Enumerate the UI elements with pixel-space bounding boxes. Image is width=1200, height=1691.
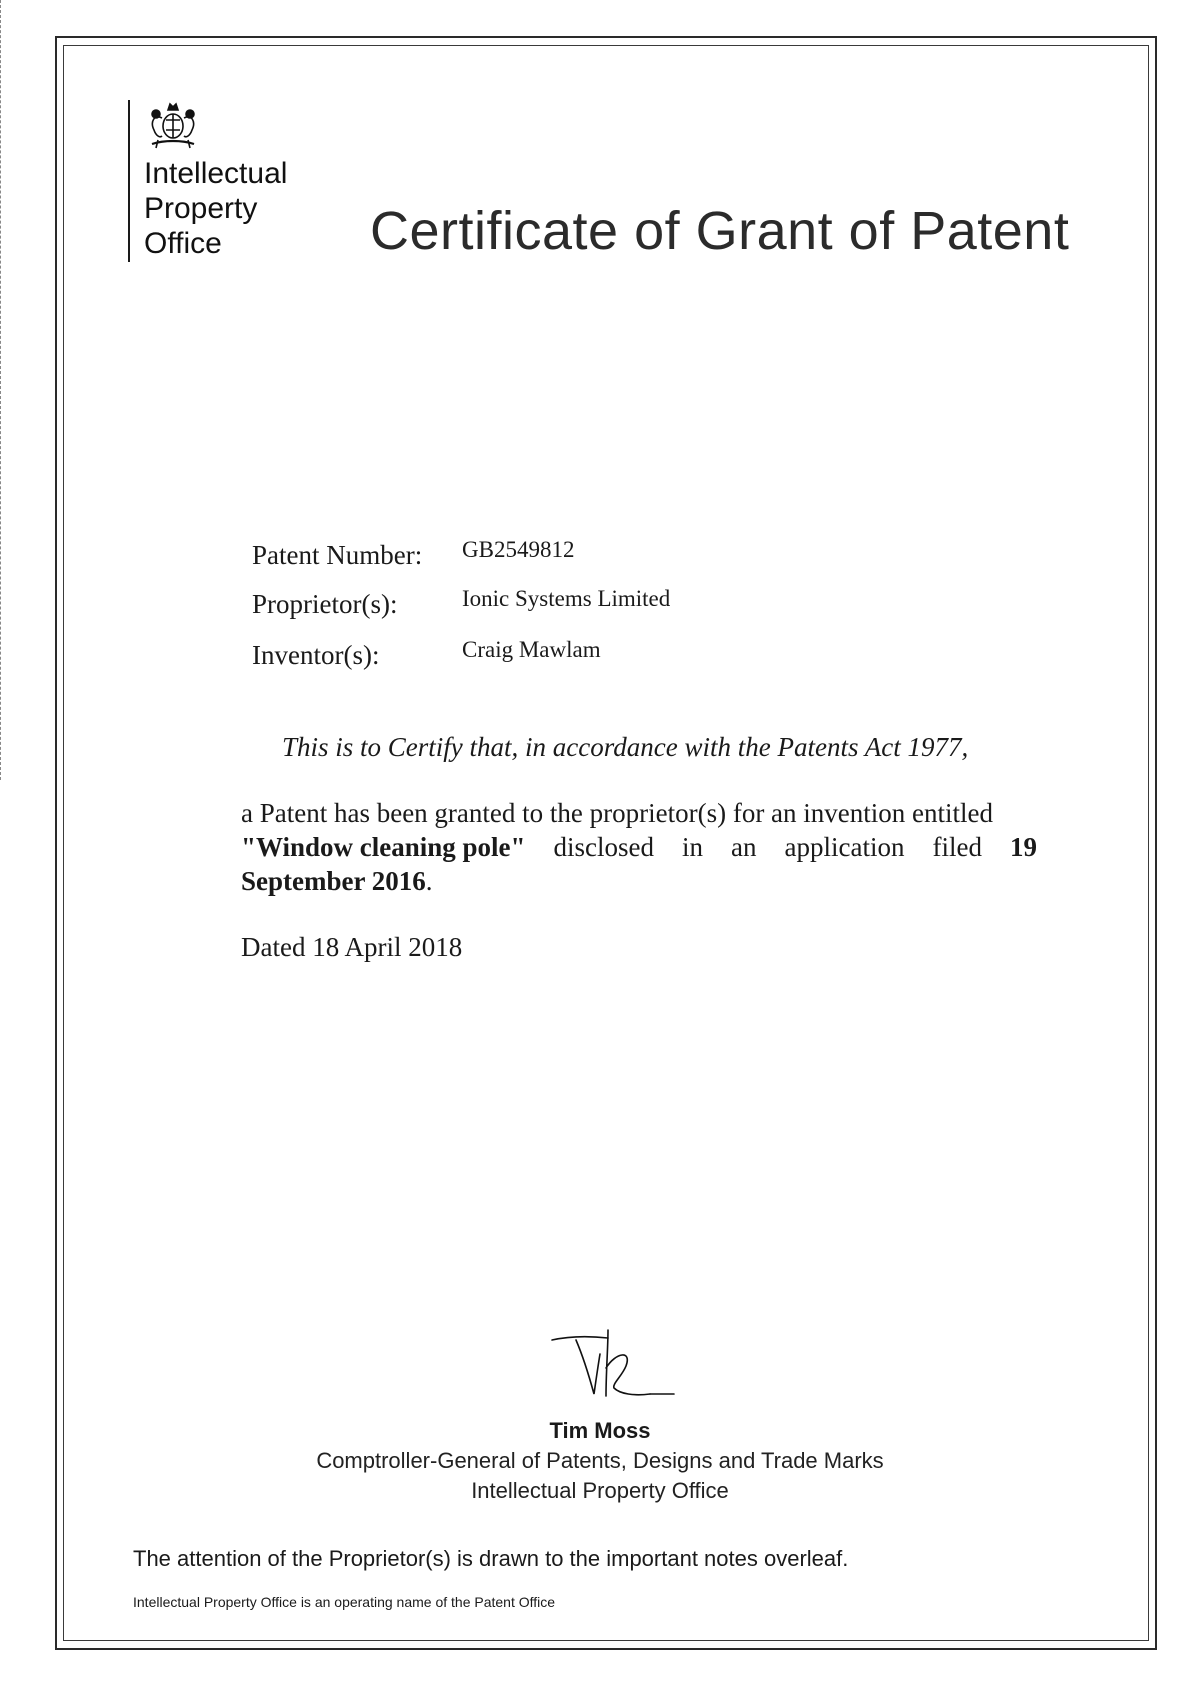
important-notes: The attention of the Proprietor(s) is drawn to the important notes overleaf. bbox=[133, 1546, 849, 1571]
field-value: Ionic Systems Limited bbox=[462, 586, 671, 611]
scan-edge bbox=[0, 0, 4, 780]
grant-word: application bbox=[784, 832, 905, 862]
office-name-line: Property bbox=[144, 192, 258, 225]
filed-day: 19 bbox=[1009, 832, 1037, 862]
logo-rule bbox=[128, 100, 130, 262]
invention-title: "Window cleaning pole" bbox=[241, 832, 526, 862]
office-name-line: Intellectual bbox=[144, 157, 288, 190]
grant-word: an bbox=[731, 832, 757, 862]
office-name-line: Office bbox=[144, 227, 222, 260]
signatory-office: Intellectual Property Office bbox=[471, 1478, 729, 1503]
certify-statement: This is to Certify that, in accordance with the Patents Act 1977, bbox=[282, 732, 969, 762]
field-label: Inventor(s): bbox=[252, 640, 380, 670]
signatory-title: Comptroller-General of Patents, Designs and Trade Marks bbox=[316, 1448, 884, 1473]
filed-month-year: September 2016 bbox=[241, 866, 426, 896]
dated-line: Dated 18 April 2018 bbox=[241, 932, 463, 962]
grant-word: in bbox=[682, 832, 704, 862]
grant-word: disclosed bbox=[553, 832, 655, 862]
certificate-title: Certificate of Grant of Patent bbox=[370, 201, 1070, 261]
footer-note: Intellectual Property Office is an operating name of the Patent Office bbox=[133, 1594, 556, 1610]
signature-icon bbox=[550, 1328, 680, 1406]
grant-period: . bbox=[425, 866, 433, 896]
grant-word: filed bbox=[932, 832, 982, 862]
grant-line bbox=[241, 864, 1037, 898]
field-label: Patent Number: bbox=[252, 540, 423, 570]
office-name bbox=[144, 156, 324, 261]
field-value: Craig Mawlam bbox=[462, 637, 601, 662]
royal-coat-of-arms-icon bbox=[144, 100, 202, 152]
grant-statement bbox=[241, 796, 1037, 898]
grant-text: a Patent has been granted to the proprietor(s) for an invention entitled bbox=[241, 798, 994, 828]
field-value: GB2549812 bbox=[462, 537, 575, 562]
grant-line bbox=[241, 830, 1037, 864]
grant-line bbox=[241, 796, 1037, 830]
signatory-name: Tim Moss bbox=[549, 1418, 651, 1443]
field-label: Proprietor(s): bbox=[252, 589, 398, 619]
